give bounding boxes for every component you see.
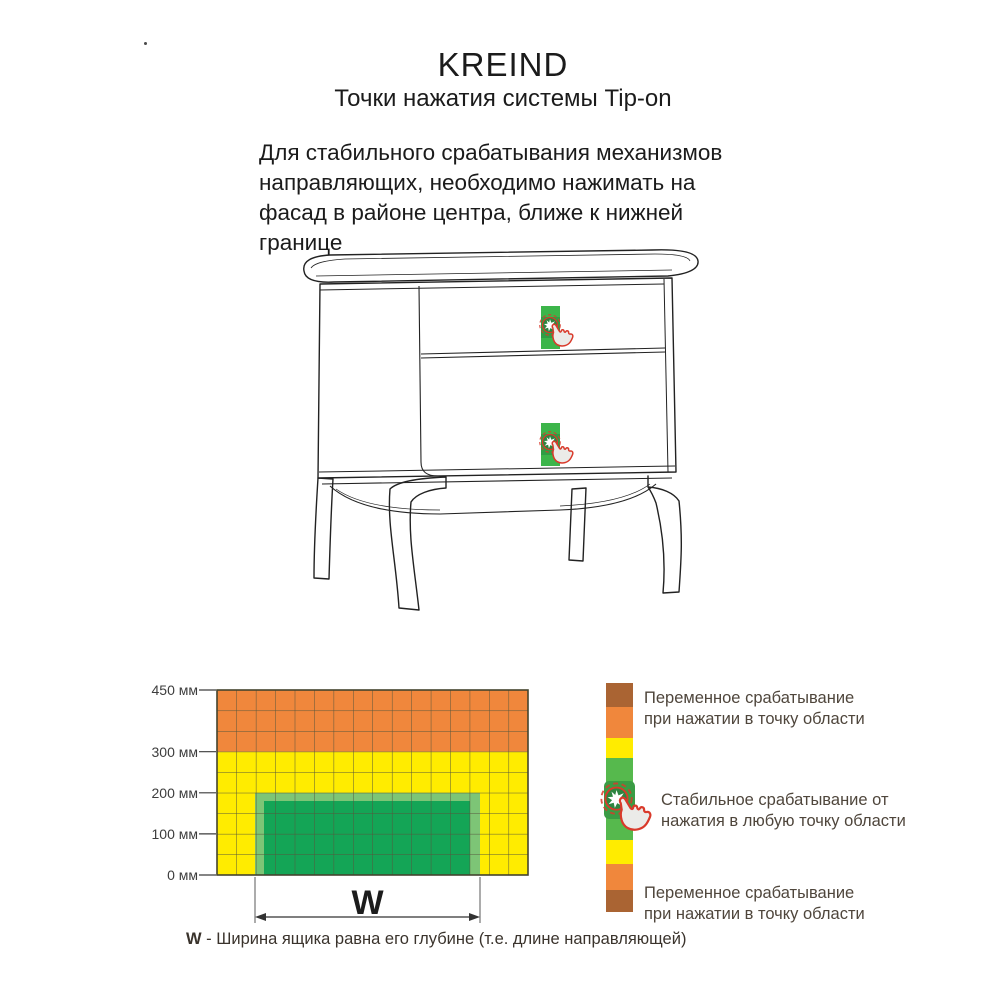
legend-line: при нажатии в точку области (644, 904, 865, 923)
nightstand-body (318, 278, 676, 478)
nightstand-apron (322, 478, 672, 514)
nightstand-back-left-leg (314, 478, 333, 579)
legend-line: Переменное срабатывание (644, 689, 855, 707)
nightstand-front-right-leg (648, 476, 681, 593)
width-label: W (351, 884, 384, 922)
nightstand-illustration (304, 250, 698, 610)
nightstand-top (304, 250, 698, 282)
axis-tick-200mm: 200 мм (151, 785, 198, 801)
axis-tick-300mm: 300 мм (151, 744, 198, 760)
legend-line: нажатия в любую точку области (661, 811, 906, 830)
legend-item-variable-top (644, 688, 865, 729)
nightstand-front-left-leg (389, 477, 446, 610)
legend-line: Стабильное срабатывание от (661, 791, 889, 809)
axis-tick-marks (199, 690, 216, 875)
footnote-w: W (186, 930, 202, 948)
legend-item-stable (661, 790, 906, 831)
nightstand-back-right-leg (569, 488, 586, 561)
legend-item-variable-bottom (644, 883, 865, 924)
intro-text: Для стабильного срабатывания механизмов направляющих, необходимо нажимать на фасад в районе центра, ближе к нижней границе (259, 140, 723, 255)
legend-line: при нажатии в точку области (644, 709, 865, 728)
legend-line: Переменное срабатывание (644, 884, 855, 902)
brand-title: KREIND (437, 46, 569, 83)
footnote-text: - Ширина ящика равна его глубине (т.е. длине направляющей) (201, 930, 687, 948)
axis-tick-100mm: 100 мм (151, 826, 198, 842)
page-subtitle: Точки нажатия системы Tip-on (334, 85, 672, 112)
axis-tick-0mm: 0 мм (167, 867, 198, 883)
zone-grid-lines (217, 690, 528, 875)
footnote (186, 930, 686, 949)
axis-tick-450mm: 450 мм (151, 682, 198, 698)
